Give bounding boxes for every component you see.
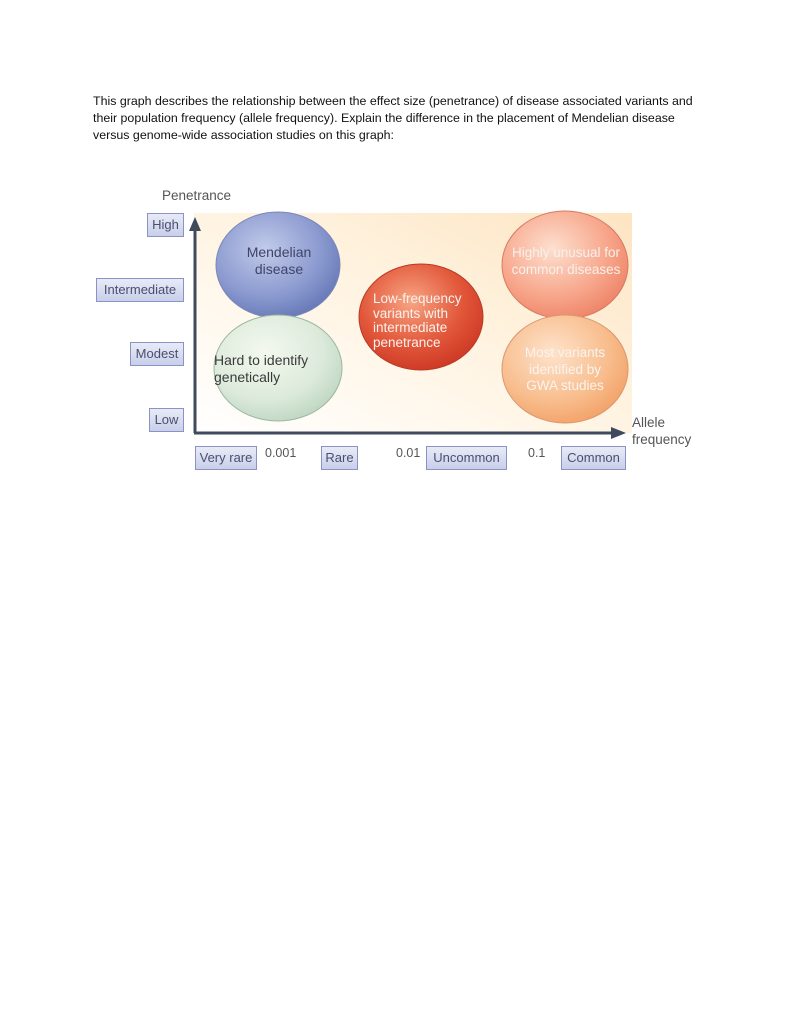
mendelian-disease-label	[228, 244, 330, 278]
x-tick-0-01: 0.01	[396, 446, 421, 460]
highly-unusual-label	[505, 244, 627, 278]
unusual-label-line2: common diseases	[511, 262, 621, 277]
lowfreq-label-line3: intermediate	[373, 320, 448, 335]
gwa-label	[510, 345, 620, 395]
y-level-intermediate: Intermediate	[96, 278, 184, 302]
x-category-rare: Rare	[321, 446, 358, 470]
gwa-label-line2: identified by	[528, 361, 602, 377]
gwa-label-line3: GWA studies	[526, 378, 604, 393]
unusual-label-line1: Highly unusual for	[511, 245, 621, 260]
mendelian-label-line1: Mendelian	[246, 244, 312, 260]
y-level-high: High	[147, 213, 184, 237]
hard-label-line2: genetically	[214, 369, 281, 385]
x-category-common: Common	[561, 446, 626, 470]
y-level-modest: Modest	[130, 342, 184, 366]
x-category-uncommon: Uncommon	[426, 446, 507, 470]
hard-to-identify-label	[214, 352, 342, 386]
x-category-very-rare: Very rare	[195, 446, 257, 470]
lowfreq-label-line2: variants with	[373, 305, 449, 321]
lowfreq-label-line4: penetrance	[373, 334, 441, 350]
y-axis-title: Penetrance	[162, 188, 232, 203]
x-tick-0-1: 0.1	[528, 446, 546, 460]
y-level-low: Low	[149, 408, 184, 432]
mendelian-label-line2: disease	[254, 261, 304, 277]
x-axis-title-line2: frequency	[632, 432, 692, 447]
x-axis-title-line1: Allele	[632, 415, 666, 430]
lowfreq-label-line1: Low-frequency	[373, 291, 462, 306]
low-frequency-label	[373, 292, 477, 350]
question-text: This graph describes the relationship between the effect size (penetrance) of disease associated variants and their population frequency (allele frequency). Explain the difference in the placement of Mendelian disease versus genome-wide association studies on this graph:	[93, 94, 693, 142]
x-tick-0-001: 0.001	[265, 446, 297, 460]
gwa-label-line1: Most variants	[524, 345, 606, 360]
hard-label-line1: Hard to identify	[214, 352, 309, 368]
